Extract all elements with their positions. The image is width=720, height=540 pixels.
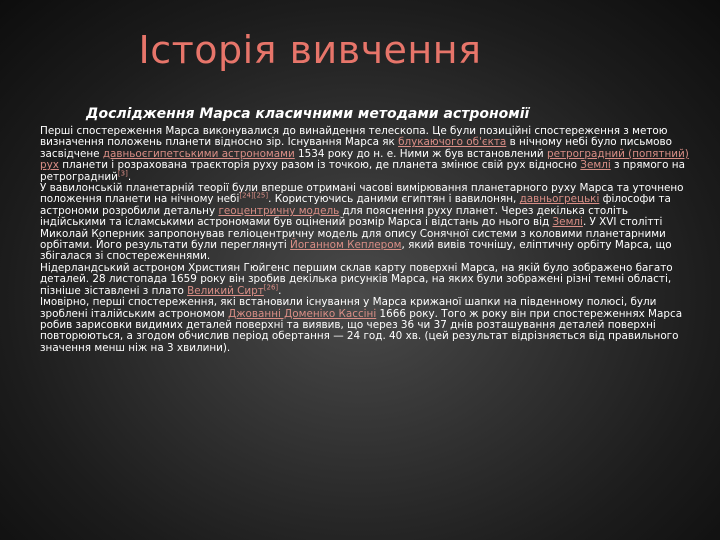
- text-run: Перші спостереження Марса виконувалися до винайдення телескопа. Це були позиційні спостереження з метою визначення положень планети відносно зір. Існування Марса як: [40, 125, 668, 149]
- link-geocentric-model[interactable]: геоцентричну модель: [218, 204, 340, 217]
- text-run: . Користуючись даними єгиптян і вавилонян,: [268, 193, 520, 206]
- text-run: . У XVI столітті Миколай Коперник запропонував геліоцентричну модель для опису Сонячної системи з коловими планетарними орбітами. Його результати були переглянуті: [40, 216, 666, 252]
- text-run: .: [278, 284, 282, 297]
- text-run: .: [127, 170, 132, 183]
- slide-subtitle: Дослідження Марса класичними методами астрономії: [86, 106, 530, 122]
- link-earth[interactable]: Землі: [552, 216, 583, 229]
- paragraph-4: [40, 297, 695, 354]
- slide-title: Історія вивчення: [138, 28, 482, 72]
- text-run: Нідерландський астроном Християн Гюйгенс першим склав карту поверхні Марса, на якій було зображено багато деталей. 28 листопада 1659 року він зробив декілька рисунків Марса, на яких були зображені різні темні області, пізніше зіставлені з плато: [40, 261, 673, 297]
- citation-link[interactable]: [3]: [117, 169, 128, 178]
- link-retrograde-motion[interactable]: ретроградний (попятний) рух: [40, 147, 689, 172]
- link-syrtis-major[interactable]: Великий Сирт: [187, 284, 264, 297]
- text-run: в нічному небі було письмово засвідчене: [40, 136, 673, 160]
- text-run: 1666 року. Того ж року він при спостереженнях Марса робив зарисовки видимих деталей поверхні та виявив, що через 36 чи 37 днів розташування деталей поверхні повторюються, а згодом обчислив період обертання — 24 год. 40 хв. (цей результат відрізняється від правильного значення менш ніж на 3 хвилини).: [40, 307, 683, 354]
- text-run: для пояснення руху планет. Через декілька століть індійськими та ісламськими астрономами був оцінений розмір Марса і відстань до нього від: [40, 204, 628, 229]
- link-giovanni-cassini[interactable]: Джованні Доменіко Кассіні: [228, 307, 377, 320]
- text-run: , який вивів точнішу, еліптичну орбіту Марса, що збігалася зі спостереженнями.: [40, 239, 672, 263]
- text-run: філософи та астрономи розробили детальну: [40, 193, 671, 217]
- link-ancient-greek[interactable]: давньогрецькі: [519, 193, 600, 206]
- text-run: У вавилонській планетарній теорії були вперше отримані часові вимірювання планетарного руху Марса та уточнено положення планети на нічному небі: [40, 182, 684, 206]
- text-run: з прямого на ретроградний: [40, 159, 685, 183]
- link-earth[interactable]: Землі: [580, 159, 611, 172]
- citation-link[interactable]: [26]: [263, 283, 279, 292]
- paragraph-2: [40, 183, 695, 263]
- paragraph-1: [40, 126, 695, 183]
- citation-link[interactable]: [24][25]: [239, 191, 269, 200]
- link-johannes-kepler[interactable]: Йоганном Кеплером: [290, 239, 402, 252]
- link-egyptian-astronomers[interactable]: давньоєгипетськими астрономами: [102, 147, 295, 160]
- text-run: 1534 року до н. е. Ними ж був встановлений: [294, 147, 547, 160]
- paragraph-3: [40, 263, 695, 297]
- link-wandering-object[interactable]: блукаючого об'єкта: [398, 136, 507, 149]
- text-run: Імовірно, перші спостереження, які встановили існування у Марса крижаної шапки на південному полюсі, були зроблені італійським астрономом: [40, 296, 657, 320]
- body-text: [40, 126, 695, 354]
- text-run: планети і розрахована траєкторія руху разом із точкою, де планета змінює свій рух відносно: [58, 159, 581, 172]
